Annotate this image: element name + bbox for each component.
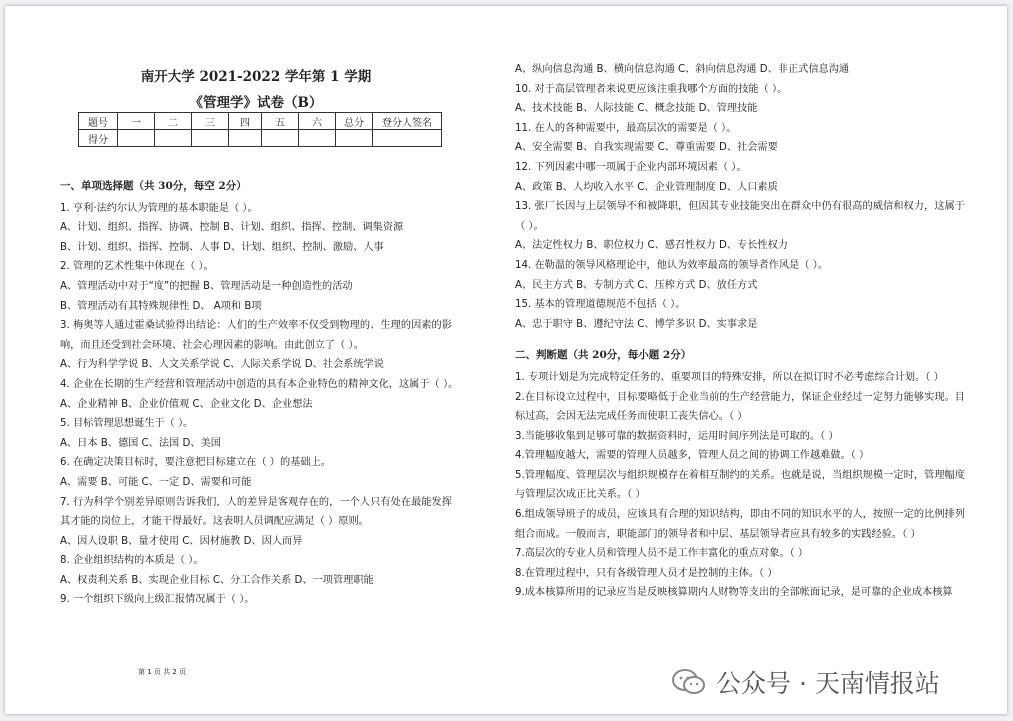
table-cell: 五	[262, 113, 299, 130]
question-line: A、因人设职 B、量才使用 C、因材施教 D、因人而异	[60, 535, 303, 547]
question-line: 14. 在勒温的领导风格理论中，他认为效率最高的领导者作风是（ ）。	[515, 259, 829, 271]
judgement-line: 2.在目标设立过程中，目标要略低于企业当前的生产经营能力，保证企业经过一定努力能够实现。目标过高，会因无法完成任务而使职工丧失信心。（ ）	[515, 391, 965, 423]
question-line: 2. 管理的艺术性集中体现在（ ）。	[60, 261, 214, 273]
question-line: A、需要 B、可能 C、一定 D、需要和可能	[60, 476, 252, 488]
question-line: 10. 对于高层管理者来说更应该注重我哪个方面的技能（ ）。	[515, 83, 788, 95]
judgement-line: 6.组成领导班子的成员，应该具有合理的知识结构，即由不同的知识水平的人，按照一定的比例排列组合而成。一般而言，职能部门的领导者和中层、基层领导者应具有较多的实践经验。（ ）	[515, 509, 965, 540]
table-cell	[229, 130, 262, 147]
judgement-line: 4.管理幅度越大，需要的管理人员越多，管理人员之间的协调工作越难做。（ ）	[515, 450, 870, 462]
judgement-line: 8.在管理过程中，只有各级管理人员才是控制的主体。（ ）	[515, 567, 778, 579]
table-cell: 总分	[336, 113, 373, 130]
judgement-line: 7.高层次的专业人员和管理人员不是工作丰富化的重点对象。（ ）	[515, 548, 809, 560]
question-line: 12. 下列因素中哪一项属于企业内部环境因素（ ）。	[515, 161, 747, 173]
score-table	[78, 112, 442, 147]
table-cell	[262, 130, 299, 147]
left-column	[60, 177, 459, 610]
question-line: A、权责利关系 B、实现企业目标 C、分工合作关系 D、一项管理职能	[60, 574, 374, 586]
question-line: A、企业精神 B、企业价值观 C、企业文化 D、企业想法	[60, 398, 313, 410]
question-line: A、技术技能 B、人际技能 C、概念技能 D、管理技能	[515, 103, 758, 115]
watermark-text: 公众号 · 天南情报站	[716, 669, 940, 698]
judgement-line: 1. 专项计划是为完成特定任务的、重要项目的特殊安排，所以在拟订时不必考虑综合计划。（ ）	[515, 371, 944, 383]
question-line: B、管理活动有其特殊规律性 D、 A项和 B项	[60, 300, 262, 312]
table-cell: 一	[118, 113, 155, 130]
question-line: A、管理活动中对于“度”的把握 B、管理活动是一种创造性的活动	[60, 280, 353, 292]
table-cell	[299, 130, 336, 147]
score-table-header-row	[79, 113, 442, 130]
exam-title-school: 南开大学 2021-2022 学年第 1 学期	[140, 69, 372, 85]
question-line: 9. 一个组织下级向上级汇报情况属于（ ）。	[60, 594, 255, 606]
judgement-line: 3.当能够收集到足够可靠的数据资料时，运用时间序列法是可取的。（ ）	[515, 430, 839, 442]
wechat-icon	[672, 669, 706, 695]
exam-title-course: 《管理学》试卷（B）	[189, 95, 323, 111]
question-line: A、法定性权力 B、职位权力 C、感召性权力 D、专长性权力	[515, 240, 788, 252]
question-line: 3. 梅奥等人通过霍桑试验得出结论：人们的生产效率不仅受到物理的、生理的因素的影响，而且还受到社会环境、社会心理因素的影响。由此创立了（ ）。	[60, 320, 452, 351]
table-cell	[373, 130, 442, 147]
judgement-line: 9.成本核算所用的记录应当是反映核算期内人财物等支出的全部帐面记录，是可靠的企业成本核算	[515, 587, 953, 599]
table-cell: 三	[192, 113, 229, 130]
question-line: 4. 企业在长期的生产经营和管理活动中创造的具有本企业特色的精神文化，这属于（ ）。	[60, 378, 459, 390]
question-line: A、政策 B、人均收入水平 C、企业管理制度 D、人口素质	[515, 181, 778, 193]
page-footer: 第 1 页 共 2 页	[138, 668, 187, 676]
table-cell: 题号	[79, 113, 118, 130]
table-cell: 二	[155, 113, 192, 130]
table-cell	[118, 130, 155, 147]
question-line: A、民主方式 B、专制方式 C、压榨方式 D、放任方式	[515, 279, 758, 291]
question-line: A、行为科学学说 B、人文关系学说 C、人际关系学说 D、社会系统学说	[60, 359, 384, 371]
question-line: 13. 张厂长因与上层领导不和被降职，但因其专业技能突出在群众中仍有很高的威信和权力，这属于（ ）。	[515, 201, 965, 232]
question-line: 1. 亨利·法约尔认为管理的基本职能是（ ）。	[60, 202, 258, 214]
question-line: 15. 基本的管理道德规范不包括（ ）。	[515, 299, 686, 311]
question-line: 8. 企业组织结构的本质是（ ）。	[60, 555, 204, 567]
question-line: 7. 行为科学个别差异原则告诉我们，人的差异是客观存在的，一个人只有处在最能发挥其才能的岗位上，才能干得最好。这表明人员调配应满足（ ）原则。	[60, 496, 452, 528]
question-line: B、计划、组织、指挥、控制、人事 D、计划、组织、控制、激励、人事	[60, 241, 384, 253]
table-cell: 四	[229, 113, 262, 130]
table-cell	[192, 130, 229, 147]
table-cell: 得分	[79, 130, 118, 147]
table-cell: 登分人签名	[373, 113, 442, 130]
table-cell	[155, 130, 192, 147]
section-heading: 二、判断题（共 20分，每小题 2分）	[515, 349, 692, 362]
question-line: A、日本 B、德国 C、法国 D、美国	[60, 437, 221, 449]
score-table-score-row	[79, 130, 442, 147]
question-line: 11. 在人的各种需要中，最高层次的需要是（ ）。	[515, 122, 737, 134]
watermark	[672, 664, 940, 700]
table-cell: 六	[299, 113, 336, 130]
exam-page	[5, 6, 1007, 714]
table-cell	[336, 130, 373, 147]
right-column	[515, 60, 965, 603]
question-line: 5. 目标管理思想诞生于（ ）。	[60, 418, 194, 430]
question-line: 6. 在确定决策目标时，要注意把目标建立在（ ）的基础上。	[60, 457, 331, 469]
question-line: A、安全需要 B、自我实现需要 C、尊重需要 D、社会需要	[515, 142, 778, 154]
question-line: A、纵向信息沟通 B、横向信息沟通 C、斜向信息沟通 D、非正式信息沟通	[515, 64, 850, 75]
question-line: A、计划、组织、指挥、协调、控制 B、计划、组织、指挥、控制、调集资源	[60, 222, 404, 234]
question-line: A、忠于职守 B、遵纪守法 C、博学多识 D、实事求是	[515, 318, 758, 330]
judgement-line: 5.管理幅度、管理层次与组织规模存在着相互制约的关系。也就是说，当组织规模一定时，管理幅度与管理层次成正比关系。（ ）	[515, 469, 965, 501]
section-heading: 一、单项选择题（共 30分，每空 2分）	[60, 180, 247, 192]
